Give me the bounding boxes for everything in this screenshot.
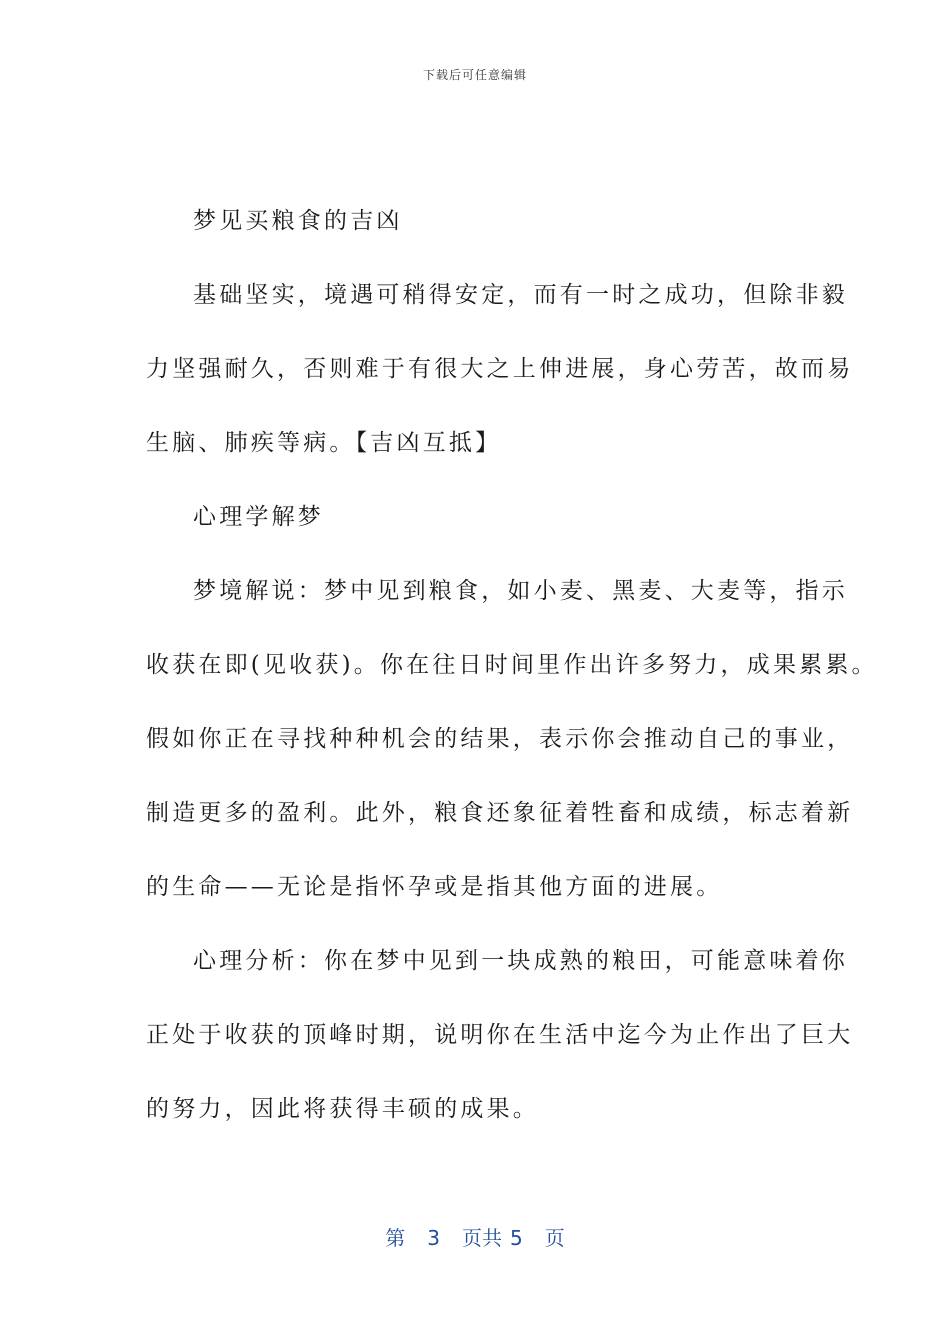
paragraph-line: 力坚强耐久，否则难于有很大之上伸进展，身心劳苦，故而易 bbox=[146, 356, 854, 382]
page-header-note: 下载后可任意编辑 bbox=[422, 68, 527, 82]
paragraph-line: 假如你正在寻找种种机会的结果，表示你会推动自己的事业， bbox=[146, 726, 854, 752]
paragraph-line: 基础坚实，境遇可稍得安定，而有一时之成功，但除非毅 bbox=[193, 282, 848, 308]
page-prefix: 第 bbox=[385, 1226, 406, 1250]
current-page-number: 3 bbox=[427, 1226, 440, 1250]
paragraph-line: 的努力，因此将获得丰硕的成果。 bbox=[146, 1096, 539, 1122]
document-body bbox=[146, 193, 878, 1155]
page-suffix: 页 bbox=[544, 1226, 565, 1250]
page-middle-text: 页共 bbox=[462, 1226, 502, 1250]
paragraph-line: 制造更多的盈利。此外，粮食还象征着牲畜和成绩，标志着新 bbox=[146, 800, 854, 826]
paragraph-line: 梦境解说：梦中见到粮食，如小麦、黑麦、大麦等，指示 bbox=[193, 578, 848, 604]
paragraph-line: 心理学解梦 bbox=[193, 504, 324, 530]
paragraph-line: 正处于收获的顶峰时期，说明你在生活中迄今为止作出了巨大 bbox=[146, 1022, 854, 1048]
paragraph-line: 收获在即(见收获)。你在往日时间里作出许多努力，成果累累。 bbox=[146, 652, 878, 678]
paragraph-line: 的生命——无论是指怀孕或是指其他方面的进展。 bbox=[146, 874, 723, 900]
total-pages-number: 5 bbox=[510, 1226, 523, 1250]
paragraph-line: 生脑、肺疾等病。【吉凶互抵】 bbox=[146, 430, 502, 456]
page-number-footer bbox=[0, 1222, 950, 1251]
paragraph-line: 梦见买粮食的吉凶 bbox=[193, 208, 403, 234]
paragraph-line: 心理分析：你在梦中见到一块成熟的粮田，可能意味着你 bbox=[193, 948, 848, 974]
